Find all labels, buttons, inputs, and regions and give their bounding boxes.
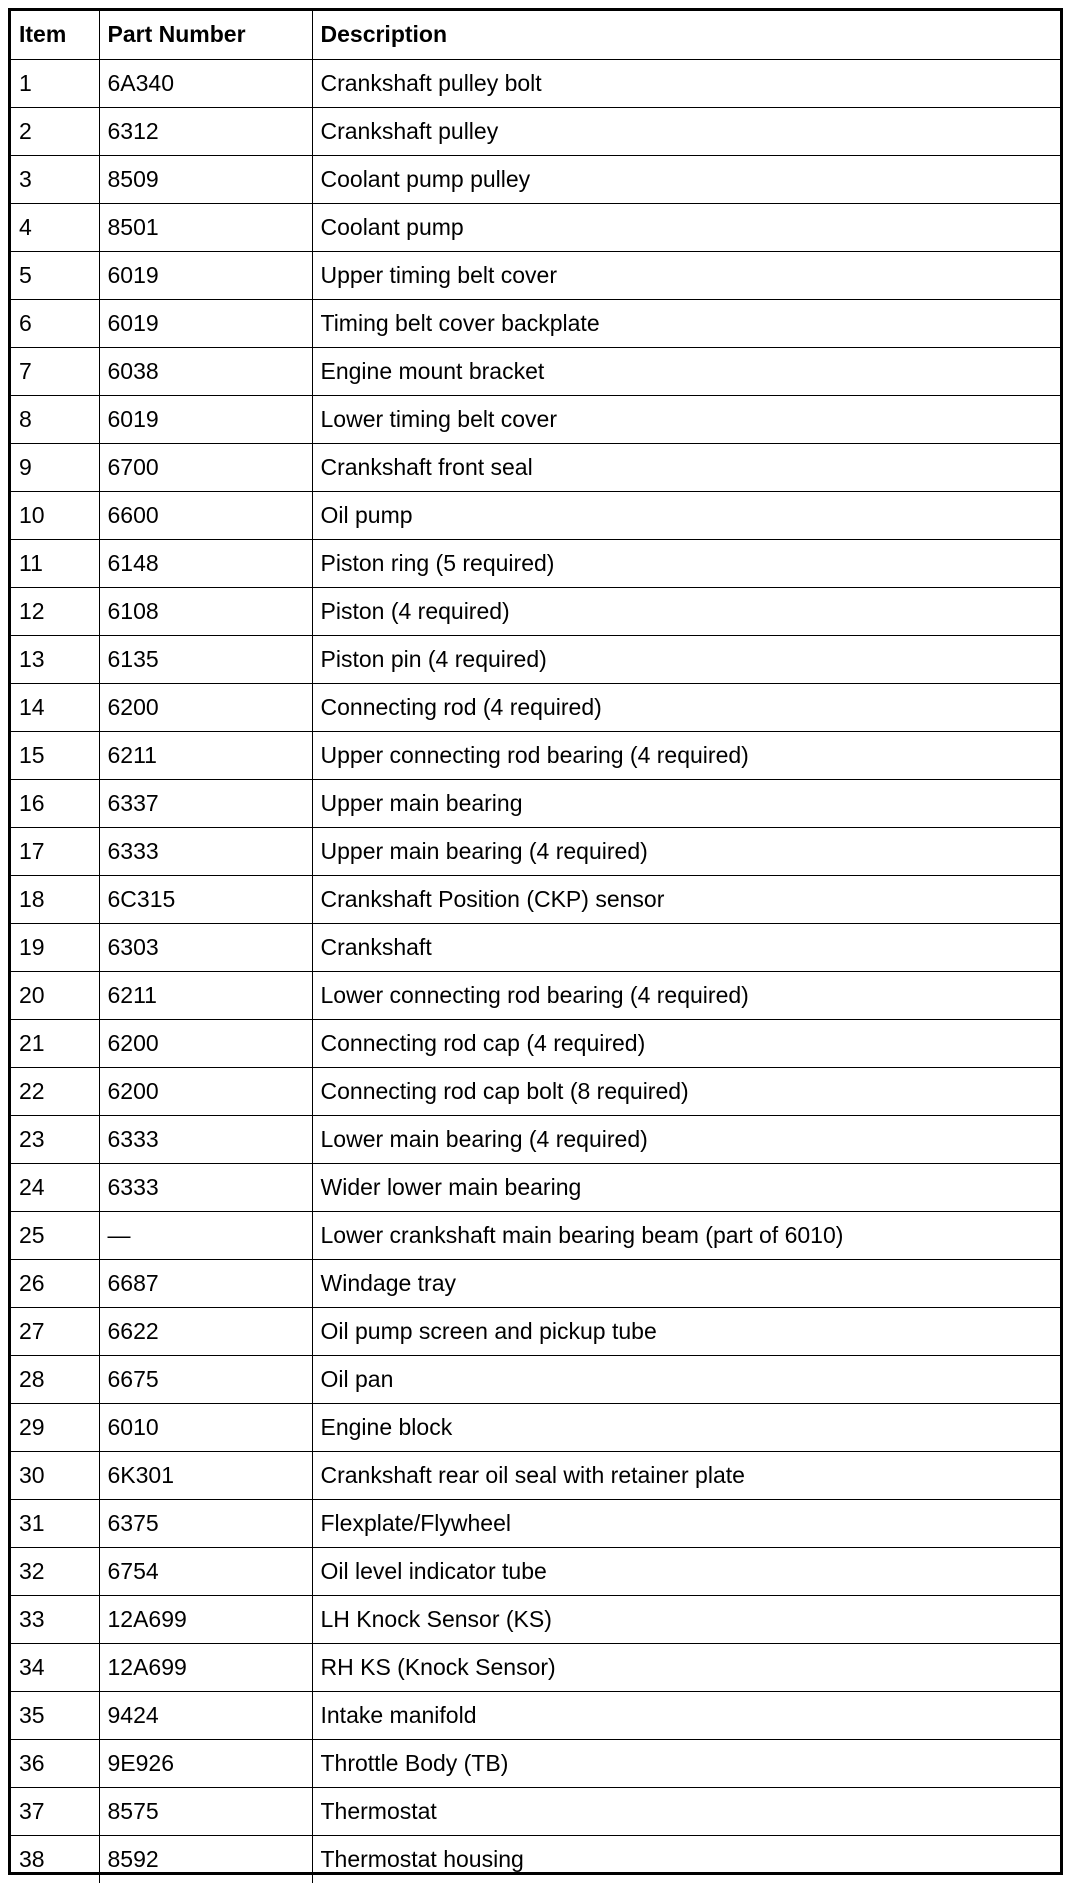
cell-item: 30	[11, 1451, 99, 1499]
table-row	[11, 779, 1060, 827]
parts-table-frame	[8, 8, 1063, 1875]
cell-description: Crankshaft	[312, 923, 1060, 971]
cell-item: 12	[11, 587, 99, 635]
cell-description: Lower connecting rod bearing (4 required)	[312, 971, 1060, 1019]
cell-part-number: 8501	[99, 203, 312, 251]
parts-table	[11, 11, 1060, 1883]
cell-description: Connecting rod (4 required)	[312, 683, 1060, 731]
cell-description: Piston pin (4 required)	[312, 635, 1060, 683]
table-row	[11, 635, 1060, 683]
table-row	[11, 491, 1060, 539]
cell-item: 13	[11, 635, 99, 683]
cell-description: Oil level indicator tube	[312, 1547, 1060, 1595]
table-row	[11, 203, 1060, 251]
cell-part-number: 6675	[99, 1355, 312, 1403]
cell-part-number: 9E926	[99, 1739, 312, 1787]
cell-item: 26	[11, 1259, 99, 1307]
cell-item: 18	[11, 875, 99, 923]
table-header-row	[11, 11, 1060, 59]
cell-description: Oil pan	[312, 1355, 1060, 1403]
cell-part-number: 6C315	[99, 875, 312, 923]
cell-item: 2	[11, 107, 99, 155]
cell-item: 28	[11, 1355, 99, 1403]
cell-description: Connecting rod cap (4 required)	[312, 1019, 1060, 1067]
cell-part-number: 6622	[99, 1307, 312, 1355]
cell-item: 15	[11, 731, 99, 779]
cell-part-number: 6200	[99, 1067, 312, 1115]
cell-item: 27	[11, 1307, 99, 1355]
cell-item: 7	[11, 347, 99, 395]
table-row	[11, 827, 1060, 875]
table-row	[11, 1835, 1060, 1883]
cell-part-number: 6010	[99, 1403, 312, 1451]
cell-item: 25	[11, 1211, 99, 1259]
cell-item: 10	[11, 491, 99, 539]
cell-item: 37	[11, 1787, 99, 1835]
cell-description: Throttle Body (TB)	[312, 1739, 1060, 1787]
table-row	[11, 1307, 1060, 1355]
cell-part-number: 6211	[99, 731, 312, 779]
cell-description: Engine mount bracket	[312, 347, 1060, 395]
table-row	[11, 1595, 1060, 1643]
cell-description: LH Knock Sensor (KS)	[312, 1595, 1060, 1643]
cell-item: 31	[11, 1499, 99, 1547]
cell-item: 9	[11, 443, 99, 491]
cell-description: Wider lower main bearing	[312, 1163, 1060, 1211]
cell-item: 35	[11, 1691, 99, 1739]
cell-item: 3	[11, 155, 99, 203]
cell-description: Lower main bearing (4 required)	[312, 1115, 1060, 1163]
cell-item: 34	[11, 1643, 99, 1691]
cell-part-number: 6337	[99, 779, 312, 827]
cell-part-number: 6148	[99, 539, 312, 587]
cell-part-number: 6333	[99, 1115, 312, 1163]
cell-part-number: 6700	[99, 443, 312, 491]
header-description: Description	[312, 11, 1060, 59]
table-row	[11, 59, 1060, 107]
cell-part-number: 6108	[99, 587, 312, 635]
table-row	[11, 1787, 1060, 1835]
cell-part-number: 6200	[99, 1019, 312, 1067]
table-row	[11, 1355, 1060, 1403]
cell-item: 4	[11, 203, 99, 251]
cell-part-number: 6019	[99, 299, 312, 347]
header-part-number: Part Number	[99, 11, 312, 59]
table-row	[11, 395, 1060, 443]
table-body	[11, 59, 1060, 1883]
cell-part-number: 6019	[99, 395, 312, 443]
cell-item: 8	[11, 395, 99, 443]
table-row	[11, 1067, 1060, 1115]
cell-part-number: 6211	[99, 971, 312, 1019]
cell-item: 21	[11, 1019, 99, 1067]
table-row	[11, 683, 1060, 731]
table-row	[11, 443, 1060, 491]
cell-description: Piston (4 required)	[312, 587, 1060, 635]
cell-item: 16	[11, 779, 99, 827]
cell-item: 32	[11, 1547, 99, 1595]
cell-item: 29	[11, 1403, 99, 1451]
cell-description: Connecting rod cap bolt (8 required)	[312, 1067, 1060, 1115]
cell-part-number: 8575	[99, 1787, 312, 1835]
table-row	[11, 107, 1060, 155]
cell-part-number: 6333	[99, 1163, 312, 1211]
cell-description: Piston ring (5 required)	[312, 539, 1060, 587]
cell-item: 23	[11, 1115, 99, 1163]
cell-description: Oil pump	[312, 491, 1060, 539]
table-row	[11, 1451, 1060, 1499]
cell-description: Coolant pump	[312, 203, 1060, 251]
cell-part-number: 6312	[99, 107, 312, 155]
table-row	[11, 347, 1060, 395]
cell-item: 22	[11, 1067, 99, 1115]
cell-description: Thermostat housing	[312, 1835, 1060, 1883]
cell-item: 17	[11, 827, 99, 875]
cell-description: Upper timing belt cover	[312, 251, 1060, 299]
table-row	[11, 587, 1060, 635]
cell-part-number: 6333	[99, 827, 312, 875]
cell-description: Oil pump screen and pickup tube	[312, 1307, 1060, 1355]
table-row	[11, 1115, 1060, 1163]
cell-description: Coolant pump pulley	[312, 155, 1060, 203]
cell-description: Lower crankshaft main bearing beam (part of 6010)	[312, 1211, 1060, 1259]
cell-part-number: —	[99, 1211, 312, 1259]
table-row	[11, 1019, 1060, 1067]
table-row	[11, 1739, 1060, 1787]
cell-item: 20	[11, 971, 99, 1019]
cell-description: Flexplate/Flywheel	[312, 1499, 1060, 1547]
cell-description: Crankshaft pulley	[312, 107, 1060, 155]
header-item: Item	[11, 11, 99, 59]
cell-part-number: 6687	[99, 1259, 312, 1307]
table-row	[11, 155, 1060, 203]
cell-item: 33	[11, 1595, 99, 1643]
cell-description: Upper main bearing	[312, 779, 1060, 827]
cell-part-number: 8592	[99, 1835, 312, 1883]
cell-part-number: 9424	[99, 1691, 312, 1739]
cell-part-number: 6K301	[99, 1451, 312, 1499]
cell-description: Timing belt cover backplate	[312, 299, 1060, 347]
cell-description: Windage tray	[312, 1259, 1060, 1307]
cell-part-number: 6135	[99, 635, 312, 683]
cell-item: 38	[11, 1835, 99, 1883]
cell-description: Upper connecting rod bearing (4 required)	[312, 731, 1060, 779]
cell-item: 36	[11, 1739, 99, 1787]
cell-item: 1	[11, 59, 99, 107]
cell-part-number: 6754	[99, 1547, 312, 1595]
cell-part-number: 6200	[99, 683, 312, 731]
table-row	[11, 539, 1060, 587]
cell-part-number: 6375	[99, 1499, 312, 1547]
cell-part-number: 8509	[99, 155, 312, 203]
table-row	[11, 1403, 1060, 1451]
table-row	[11, 731, 1060, 779]
cell-item: 24	[11, 1163, 99, 1211]
table-row	[11, 971, 1060, 1019]
cell-description: Upper main bearing (4 required)	[312, 827, 1060, 875]
cell-item: 19	[11, 923, 99, 971]
cell-part-number: 6038	[99, 347, 312, 395]
cell-description: RH KS (Knock Sensor)	[312, 1643, 1060, 1691]
cell-part-number: 6A340	[99, 59, 312, 107]
cell-part-number: 6019	[99, 251, 312, 299]
table-row	[11, 1691, 1060, 1739]
cell-description: Crankshaft rear oil seal with retainer plate	[312, 1451, 1060, 1499]
table-row	[11, 1163, 1060, 1211]
cell-item: 6	[11, 299, 99, 347]
cell-description: Lower timing belt cover	[312, 395, 1060, 443]
cell-description: Thermostat	[312, 1787, 1060, 1835]
table-row	[11, 923, 1060, 971]
table-row	[11, 875, 1060, 923]
cell-description: Intake manifold	[312, 1691, 1060, 1739]
table-row	[11, 1643, 1060, 1691]
cell-part-number: 6303	[99, 923, 312, 971]
table-row	[11, 1259, 1060, 1307]
cell-part-number: 12A699	[99, 1643, 312, 1691]
cell-part-number: 12A699	[99, 1595, 312, 1643]
cell-item: 5	[11, 251, 99, 299]
cell-item: 14	[11, 683, 99, 731]
table-row	[11, 1499, 1060, 1547]
cell-description: Crankshaft Position (CKP) sensor	[312, 875, 1060, 923]
table-row	[11, 299, 1060, 347]
table-row	[11, 1547, 1060, 1595]
cell-part-number: 6600	[99, 491, 312, 539]
cell-description: Engine block	[312, 1403, 1060, 1451]
cell-description: Crankshaft front seal	[312, 443, 1060, 491]
cell-description: Crankshaft pulley bolt	[312, 59, 1060, 107]
table-row	[11, 1211, 1060, 1259]
cell-item: 11	[11, 539, 99, 587]
table-row	[11, 251, 1060, 299]
